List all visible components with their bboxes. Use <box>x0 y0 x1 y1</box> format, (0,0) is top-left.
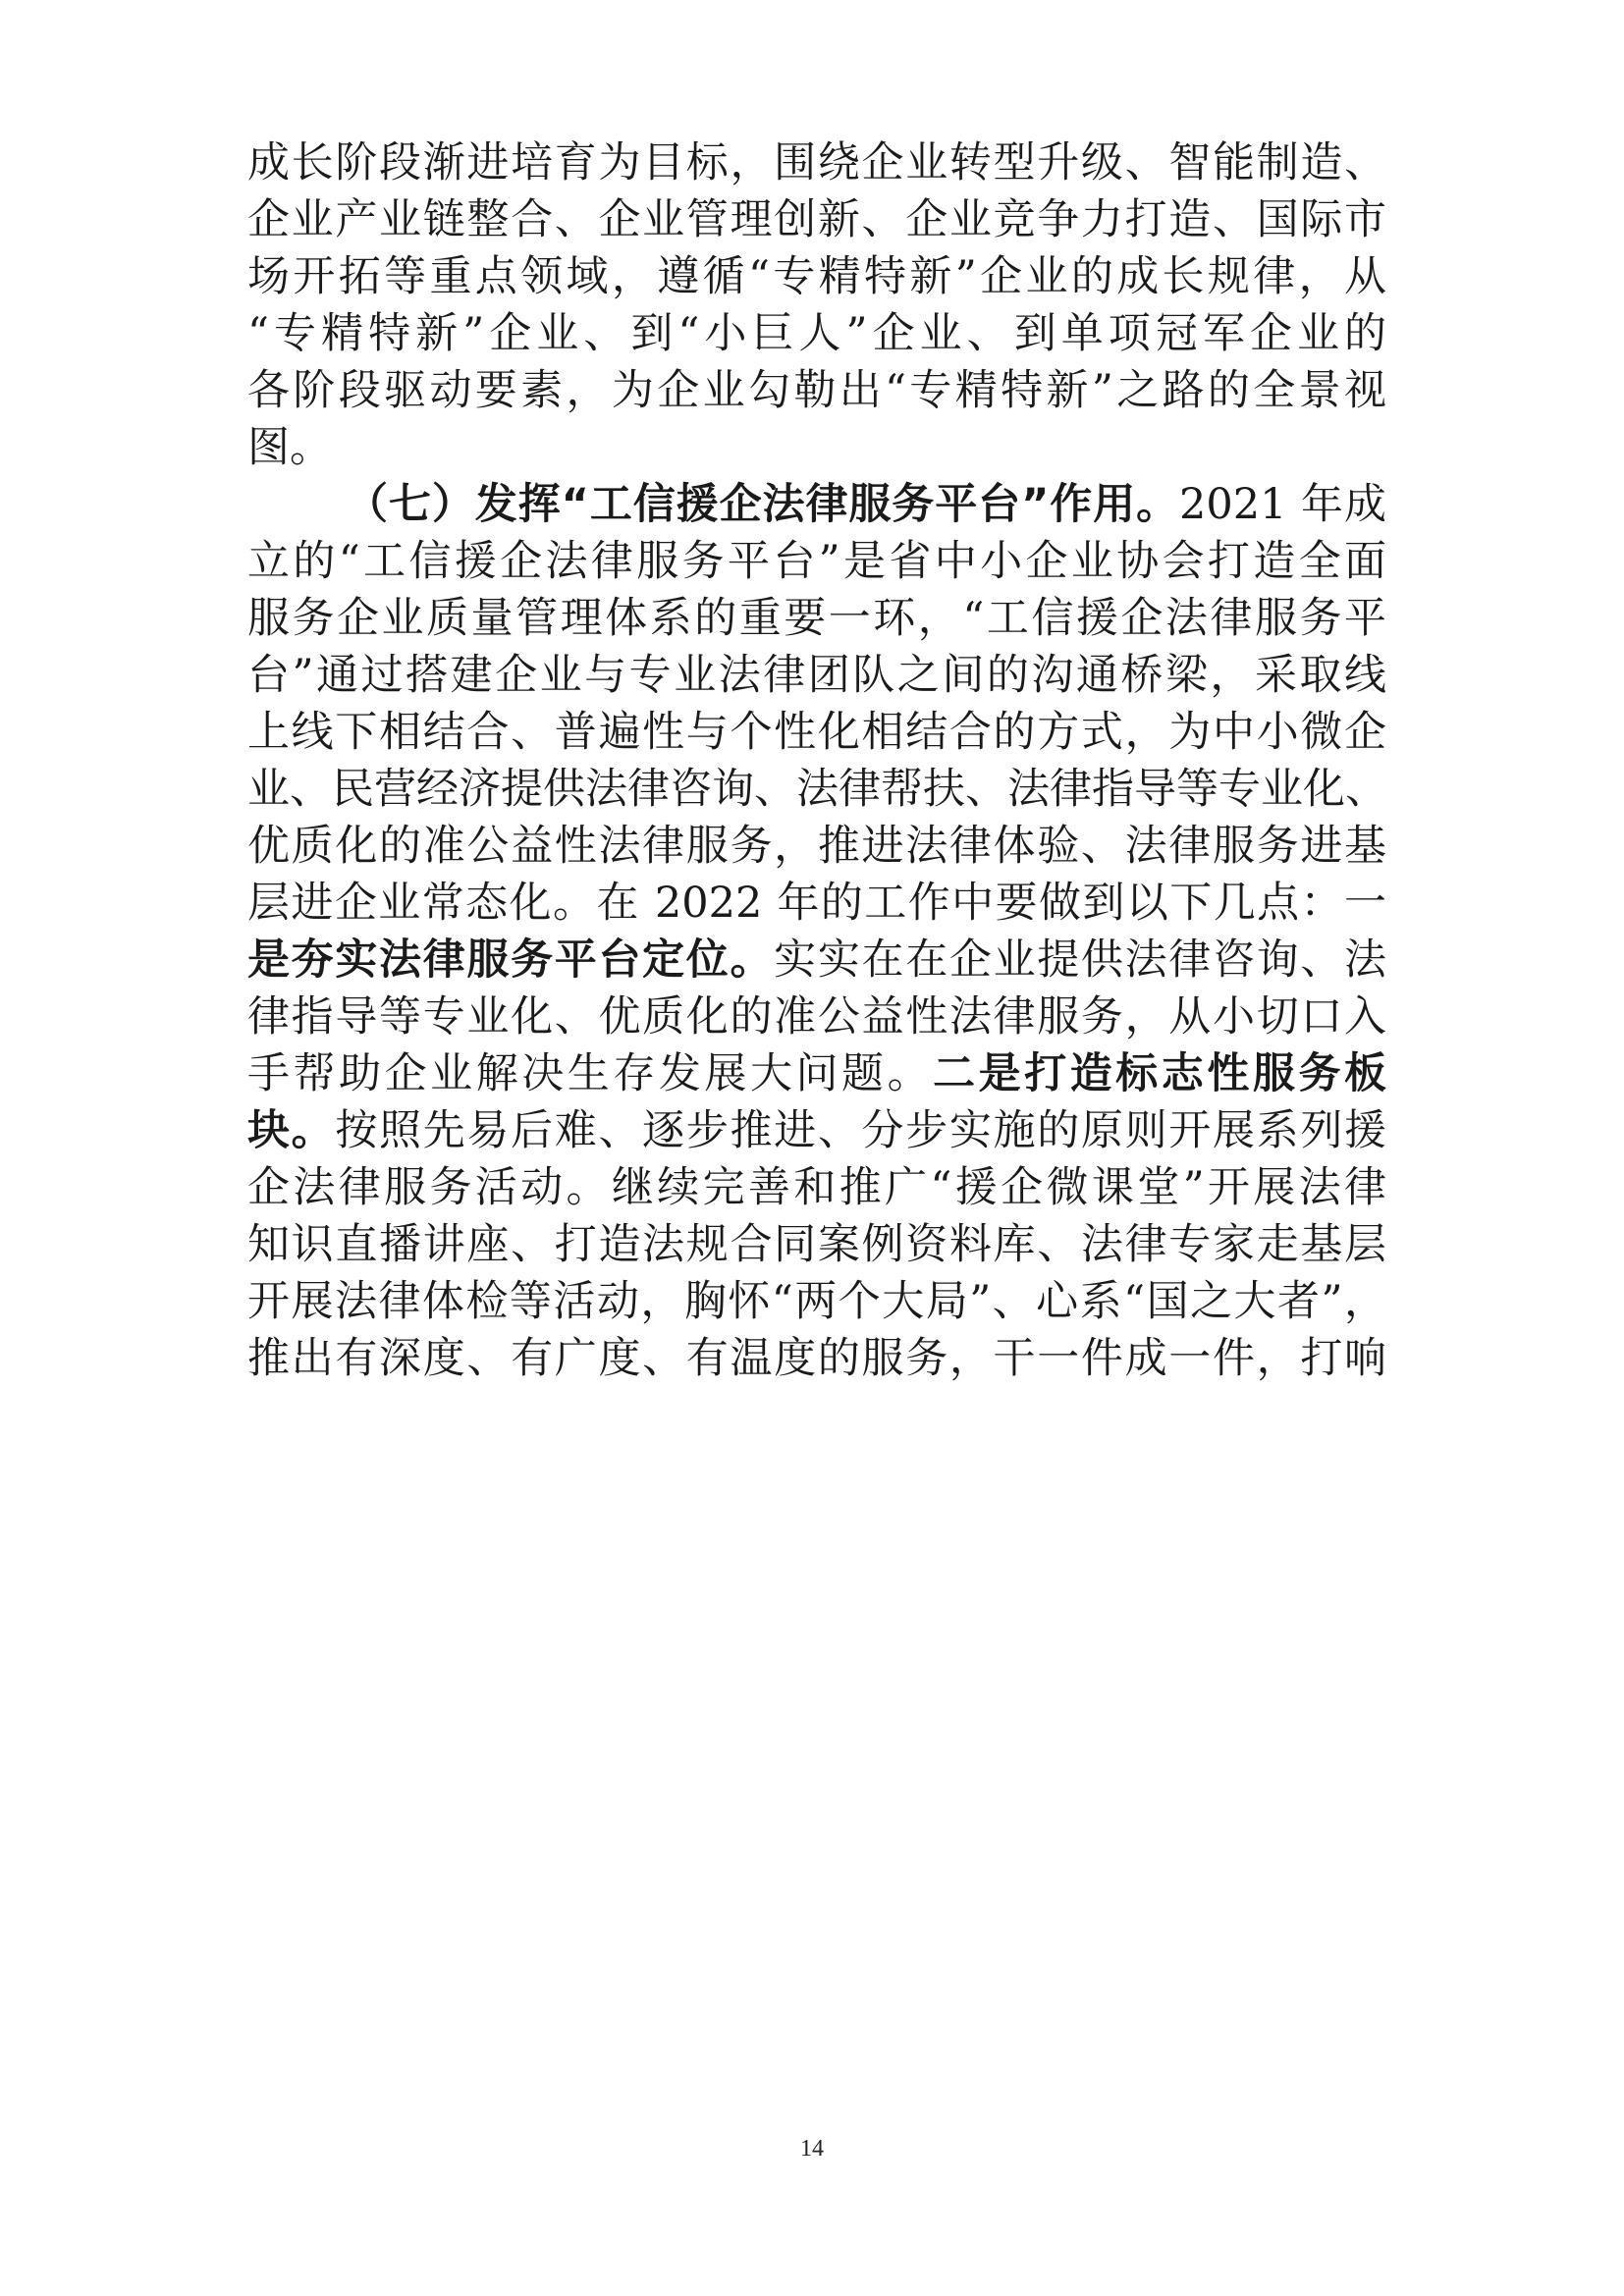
text-line: 台”通过搭建企业与专业法律团队之间的沟通桥梁，采取线 <box>247 651 1386 700</box>
text-line: 图。 <box>247 423 332 472</box>
text-line: 成长阶段渐进培育为目标，围绕企业转型升级、智能制造、 <box>247 138 1386 187</box>
text-line: 企业产业链整合、企业管理创新、企业竞争力打造、国际市 <box>247 195 1386 244</box>
text-line: 立的“工信援企法律服务平台”是省中小企业协会打造全面 <box>247 537 1386 586</box>
text-line: 优质化的准公益性法律服务，推进法律体验、法律服务进基 <box>247 822 1386 871</box>
bold-phrase: 块。 <box>247 1106 336 1155</box>
bold-phrase: 是夯实法律服务平台定位。 <box>247 935 775 985</box>
text-line: 块。按照先易后难、逐步推进、分步实施的原则开展系列援 <box>247 1106 1387 1155</box>
text-line: 层进企业常态化。在 2022 年的工作中要做到以下几点：一 <box>247 879 1386 928</box>
text-line: 服务企业质量管理体系的重要一环，“工信援企法律服务平 <box>247 594 1386 643</box>
section-heading: （七）发挥“工信援企法律服务平台”作用。 <box>346 480 1180 529</box>
text-line: 律指导等专业化、优质化的准公益性法律服务，从小切口入 <box>247 992 1386 1041</box>
text-line: 手帮助企业解决生存发展大问题。二是打造标志性服务板 <box>247 1049 1386 1098</box>
bold-phrase: 二是打造标志性服务板 <box>933 1049 1386 1098</box>
text-line: 是夯实法律服务平台定位。实实在在企业提供法律咨询、法 <box>247 935 1387 985</box>
text-line: 业、民营经济提供法律咨询、法律帮扶、法律指导等专业化、 <box>247 765 1387 814</box>
text-line: （七）发挥“工信援企法律服务平台”作用。2021 年成 <box>346 480 1386 529</box>
text-line: 开展法律体检等活动，胸怀“两个大局”、心系“国之大者”， <box>247 1277 1386 1326</box>
text-line: “专精特新”企业、到“小巨人”企业、到单项冠军企业的 <box>247 309 1386 358</box>
text-line: 场开拓等重点领域，遵循“专精特新”企业的成长规律，从 <box>247 252 1386 301</box>
text-line: 各阶段驱动要素，为企业勾勒出“专精特新”之路的全景视 <box>247 366 1386 415</box>
text-line: 知识直播讲座、打造法规合同案例资料库、法律专家走基层 <box>247 1220 1386 1269</box>
text-line: 推出有深度、有广度、有温度的服务，干一件成一件，打响 <box>247 1334 1386 1383</box>
text-line: 上线下相结合、普遍性与个性化相结合的方式，为中小微企 <box>247 708 1386 757</box>
page-number: 14 <box>800 2136 824 2162</box>
text-line: 企法律服务活动。继续完善和推广“援企微课堂”开展法律 <box>247 1163 1386 1212</box>
